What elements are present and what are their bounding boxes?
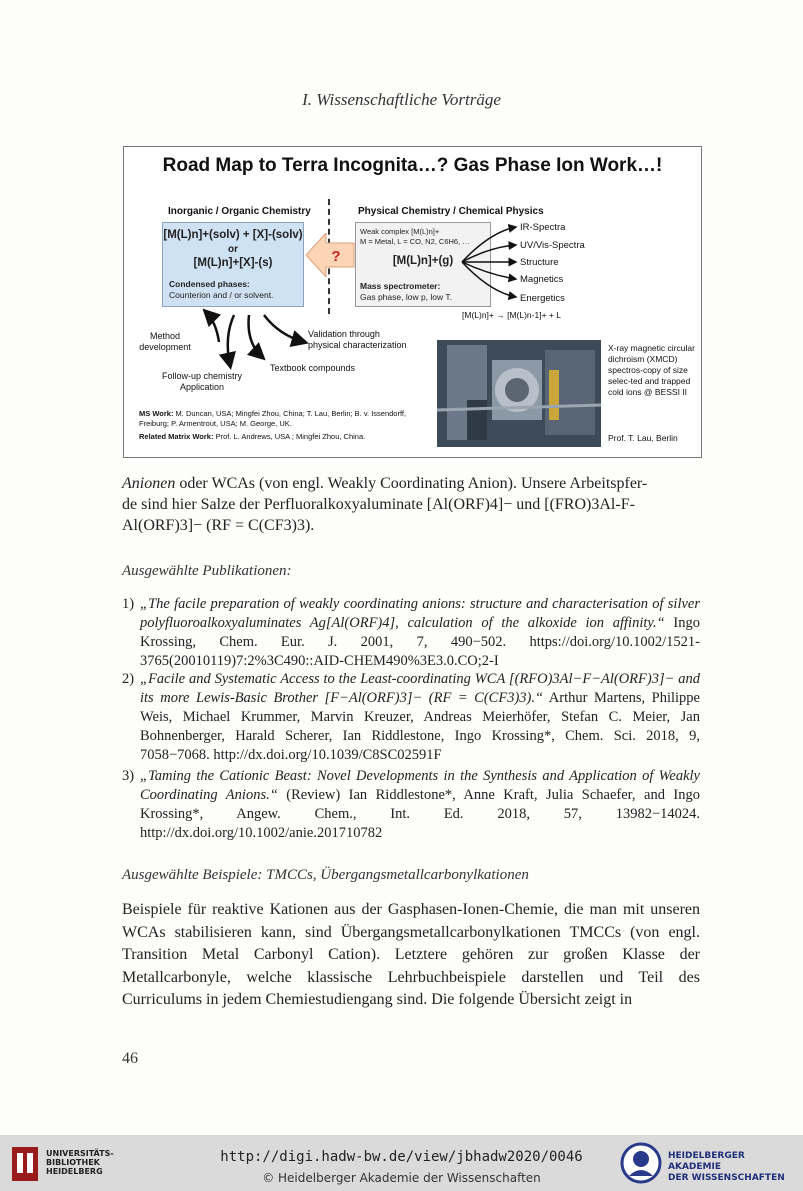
output-ir: IR-Spectra	[520, 222, 566, 233]
photo-caption: X-ray magnetic circular dichroism (XMCD) spectros-copy of size selec-ted and trapped cold ions @ BESSI II	[608, 343, 695, 397]
fragmentation-equation: [M(L)n]+ → [M(L)n-1]+ + L	[462, 310, 561, 320]
section-heading-publications: Ausgewählte Publikationen:	[122, 563, 292, 579]
output-energetics: Energetics	[520, 293, 565, 304]
gray-box-line4: Mass spectrometer:	[360, 281, 441, 291]
question-mark: ?	[331, 248, 341, 265]
footer-url[interactable]: http://digi.hadw-bw.de/view/jbhadw2020/0046	[220, 1149, 583, 1165]
label-method: Method development	[139, 331, 191, 352]
reference-2-title: „Facile and Systematic Access to the Least-coordinating WCA [(RFO)3Al−F−Al(ORF)3]− and its more Lewis-Basic Brother [F−Al(ORF)3]− (RF = C(CF3)3).“	[140, 671, 700, 706]
paragraph-anions	[122, 473, 700, 536]
footer-copyright: © Heidelberger Akademie der Wissenschaften	[262, 1171, 541, 1185]
reference-2-details: Arthur Martens, Philippe Weis, Michael Krummer, Marvin Kreuzer, Andreas Meierhöfer, Stefan C. Meier, Jan Bohnenberger, Harald Scherer, Ian Riddlestone, Ingo Krossing*, Chem. Sci. 2018, 9, 7058−7068. http://dx.doi.org/10.1039/C8SC02591F	[140, 690, 700, 763]
right-column-heading: Physical Chemistry / Chemical Physics	[358, 206, 544, 217]
page-number: 46	[122, 1050, 138, 1067]
output-structure: Structure	[520, 257, 559, 268]
gray-box-line3: [M(L)n]+(g)	[392, 255, 454, 267]
blue-box-line1: [M(L)n]+(solv) + [X]-(solv)	[163, 229, 303, 241]
xmcd-photo	[437, 340, 601, 447]
matrix-work-text: Prof. L. Andrews, USA ; Mingfei Zhou, China.	[215, 432, 366, 441]
label-textbook: Textbook compounds	[270, 363, 356, 373]
ub-logo-text: UNIVERSITÄTS- BIBLIOTHEK HEIDELBERG	[46, 1149, 114, 1176]
academy-seal-icon	[620, 1142, 662, 1184]
reference-1-number: 1)	[122, 596, 135, 612]
para1-lead: Anionen	[122, 475, 176, 492]
reference-3-title: „Taming the Cationic Beast: Novel Developments in the Synthesis and Application of Weakly Coordinating Anions.“	[140, 768, 700, 803]
blue-box-line4: Condensed phases:	[169, 279, 250, 289]
output-uvvis: UV/Vis-Spectra	[520, 240, 585, 251]
reference-3-details: (Review) Ian Riddlestone*, Anne Kraft, Julia Schaefer, and Ingo Krossing*, Angew. Chem., Int. Ed. 2018, 57, 13982−14024. http://dx.doi.org/10.1002/anie.201710782	[140, 787, 700, 841]
para1-line2: de sind hier Salze der Perfluoralkoxyaluminate [Al(ORF)4]− und [(FRO)3Al-F-	[122, 496, 635, 513]
para1-line1	[122, 473, 700, 494]
para1-line3: Al(ORF)3]− (RF = C(CF3)3).	[122, 517, 315, 534]
photo-credit: Prof. T. Lau, Berlin	[608, 433, 678, 443]
gray-box-line1: Weak complex [M(L)n]+	[360, 227, 440, 236]
reference-1-title: „The facile preparation of weakly coordinating anions: structure and characterisation of silver polyfluoroalkoxyaluminates Ag[Al(ORF)4], calculation of the alkoxide ion affinity.“	[140, 596, 700, 631]
matrix-work-label: Related Matrix Work:	[139, 432, 214, 441]
reference-2	[122, 670, 700, 765]
output-magnetics: Magnetics	[520, 274, 564, 285]
reference-1-details: Ingo Krossing, Chem. Eur. J. 2001, 7, 490−502. https://doi.org/10.1002/1521-3765(20010119)7:2%3C490::AID-CHEM490%3E3.0.CO;2-I	[140, 615, 700, 669]
blue-box-line3: [M(L)n]+[X]-(s)	[193, 257, 273, 269]
running-header: I. Wissenschaftliche Vorträge	[302, 90, 501, 109]
question-arrow-icon	[306, 233, 356, 277]
gray-box-line2: M = Metal, L = CO, N2, C6H6, …	[360, 237, 470, 246]
academy-logo[interactable]	[620, 1141, 800, 1185]
blue-box-line5: Counterion and / or solvent.	[169, 290, 274, 300]
label-followup: Follow-up chemistry Application	[161, 371, 243, 392]
reference-3	[122, 767, 700, 843]
lab-apparatus-photo	[437, 340, 601, 447]
paragraph-tmcc: Beispiele für reaktive Kationen aus der Gasphasen-Ionen-Chemie, die man mit unseren WCAs stabilisieren kann, sind Übergangsmetallcarbonylkationen TMCCs (von engl. Transition Metal Carbonyl Cation). Letztere gehören zur großen Klasse der Metallcarbonyle, welche klassische Lehrbuchbeispiele darstellen und Teil des Curriculums in jedem Chemiestudiengang sind. Die folgende Übersicht zeigt in	[122, 901, 700, 1008]
blue-box-line2: or	[228, 244, 238, 255]
academy-logo-text: HEIDELBERGER AKADEMIE DER WISSENSCHAFTEN	[668, 1151, 785, 1183]
para1-rest1: oder WCAs (von engl. Weakly Coordinating Anion). Unsere Arbeitspfer-	[175, 475, 648, 492]
figure-title: Road Map to Terra Incognita…? Gas Phase Ion Work…!	[162, 155, 663, 176]
label-validation: Validation through physical characterization	[308, 329, 407, 350]
roadmap-figure	[123, 146, 702, 458]
footer-bar	[0, 1135, 803, 1191]
reference-1	[122, 595, 700, 671]
reference-3-number: 3)	[122, 768, 135, 784]
ms-work-text: M. Duncan, USA; Mingfei Zhou, China; T. Lau, Berlin; B. v. Issendorff, Freiburg; P. Armentrout, USA; M. George, UK.	[139, 409, 407, 428]
ms-work-label: MS Work:	[139, 409, 174, 418]
matrix-work-credits	[139, 432, 429, 442]
ms-work-credits	[139, 409, 429, 429]
gray-box-line5: Gas phase, low p, low T.	[360, 292, 452, 302]
condensed-phase-box	[162, 222, 304, 307]
section-heading-examples: Ausgewählte Beispiele: TMCCs, Übergangsmetallcarbonylkationen	[122, 867, 529, 883]
reference-2-number: 2)	[122, 671, 135, 687]
left-column-heading: Inorganic / Organic Chemistry	[168, 206, 311, 217]
